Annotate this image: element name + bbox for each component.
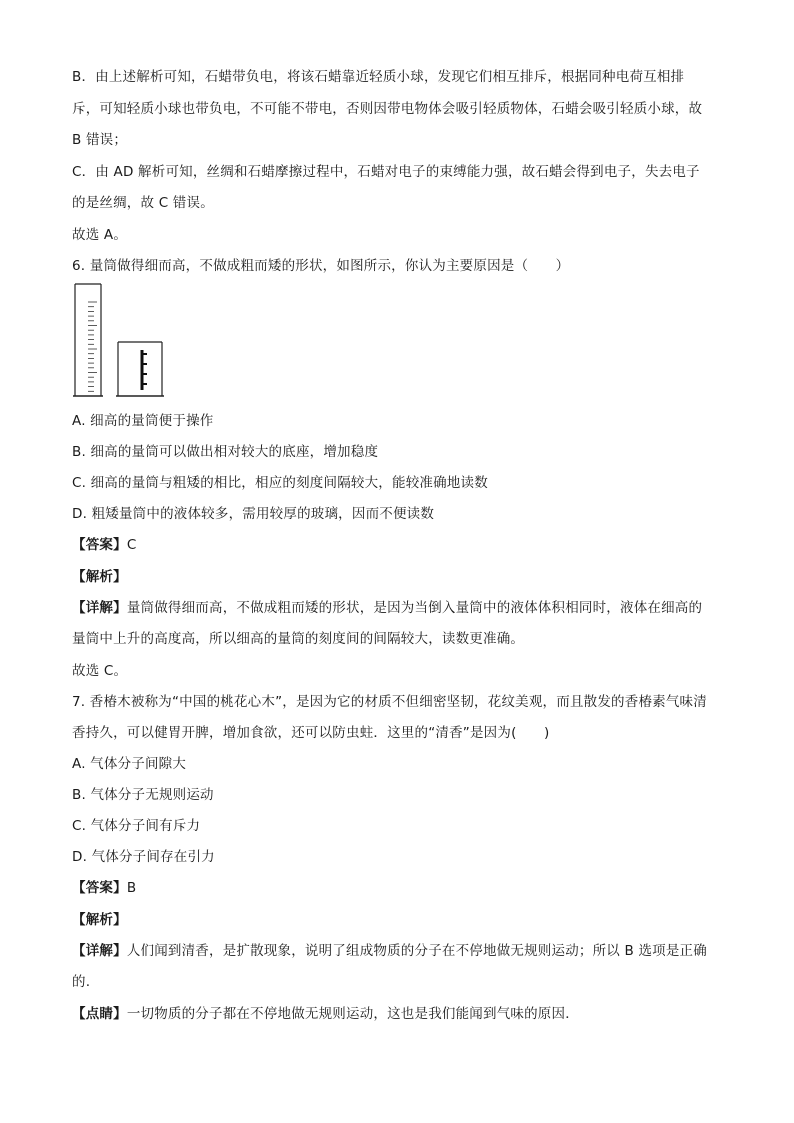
text-line: 的是丝绸，故 C 错误。 <box>72 195 214 211</box>
text-line: C．由 AD 解析可知，丝绸和石蜡摩擦过程中，石蜡对电子的束缚能力强，故石蜡会得到电子，失去电子 <box>72 164 700 180</box>
conclusion-line: 故选 C。 <box>72 663 128 679</box>
option-a: A. 气体分子间隙大 <box>72 756 187 772</box>
question-stem: 7. 香椿木被称为“中国的桃花心木”，是因为它的材质不但细密坚韧，花纹美观，而且散发的香椿素气味清 <box>72 694 707 710</box>
option-d: D. 气体分子间存在引力 <box>72 849 215 865</box>
detail-text: 人们闻到清香，是扩散现象，说明了组成物质的分子在不停地做无规则运动；所以 B 选项是正确 <box>126 943 707 959</box>
conclusion-line: 故选 A。 <box>72 227 128 243</box>
detail-text: 量筒做得细而高，不做成粗而矮的形状，是因为当倒入量筒中的液体体积相同时，液体在细高的 <box>126 600 703 616</box>
analysis-tag: 【解析】 <box>72 569 127 585</box>
option-c: C. 气体分子间有斥力 <box>72 818 201 834</box>
answer-value: C <box>126 537 137 553</box>
option-b: B. 细高的量筒可以做出相对较大的底座，增加稳度 <box>72 444 379 460</box>
question-stem-cont: 香持久，可以健胃开脾，增加食欲，还可以防虫蛀．这里的“清香”是因为( ) <box>72 725 550 741</box>
detail-line <box>72 599 732 617</box>
detail-tag: 【详解】 <box>72 600 127 616</box>
option-a: A. 细高的量筒便于操作 <box>72 413 214 429</box>
answer-line <box>72 536 732 554</box>
cylinders-svg <box>72 282 182 400</box>
text-line: 量筒中上升的高度高，所以细高的量筒的刻度间的间隔较大，读数更准确。 <box>72 631 525 647</box>
text-line: 斥，可知轻质小球也带负电，不可能不带电，否则因带电物体会吸引轻质物体，石蜡会吸引轻质小球，故 <box>72 101 703 117</box>
note-line <box>72 1005 732 1023</box>
answer-line <box>72 879 732 897</box>
option-d: D. 粗矮量筒中的液体较多，需用较厚的玻璃，因而不便读数 <box>72 506 435 522</box>
text-line: B．由上述解析可知，石蜡带负电，将该石蜡靠近轻质小球，发现它们相互排斥，根据同种电荷互相排 <box>72 69 685 85</box>
answer-tag: 【答案】 <box>72 537 127 553</box>
answer-value: B <box>126 880 137 896</box>
short-cylinder-icon <box>116 342 164 396</box>
option-b: B. 气体分子无规则运动 <box>72 787 214 803</box>
analysis-tag: 【解析】 <box>72 912 127 928</box>
tall-cylinder-icon <box>73 284 103 396</box>
option-c: C. 细高的量筒与粗矮的相比，相应的刻度间隔较大，能较准确地读数 <box>72 475 488 491</box>
graduated-cylinders-figure <box>72 282 182 400</box>
text-line: B 错误； <box>72 132 128 148</box>
question-stem: 6. 量筒做得细而高，不做成粗而矮的形状，如图所示，你认为主要原因是（ ） <box>72 258 570 274</box>
detail-tag: 【详解】 <box>72 943 127 959</box>
detail-line <box>72 942 732 960</box>
note-tag: 【点睛】 <box>72 1006 127 1022</box>
note-text: 一切物质的分子都在不停地做无规则运动，这也是我们能闻到气味的原因． <box>126 1006 579 1022</box>
text-line: 的. <box>72 974 91 990</box>
answer-tag: 【答案】 <box>72 880 127 896</box>
